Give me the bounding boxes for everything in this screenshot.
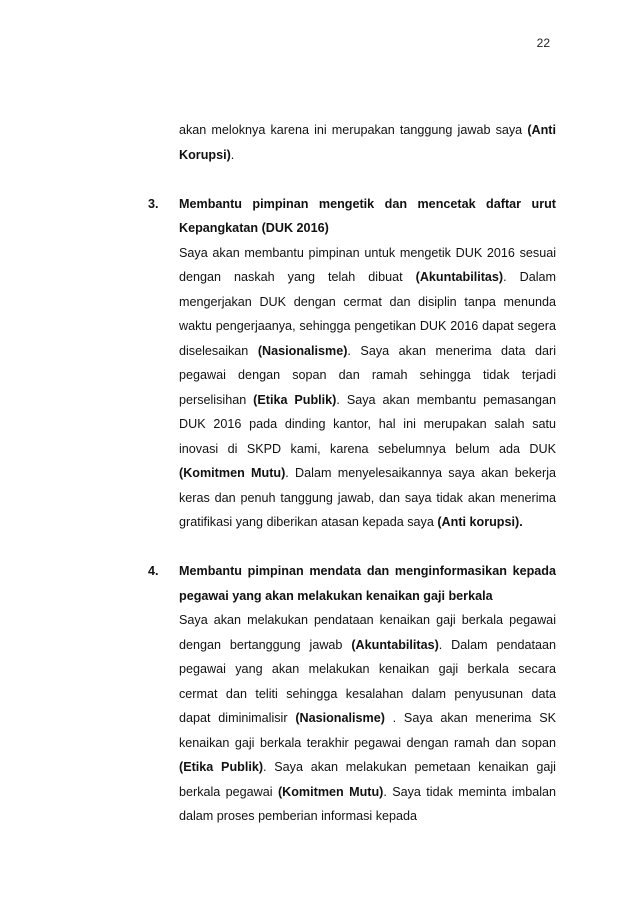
list-item-number: 3. xyxy=(148,196,159,211)
list-item-4 xyxy=(148,559,556,829)
body-emphasis: (Anti korupsi). xyxy=(437,515,523,529)
body-emphasis: (Akuntabilitas) xyxy=(351,637,439,652)
spacer xyxy=(148,167,556,192)
body-emphasis: (Komitmen Mutu) xyxy=(277,784,384,799)
list-item-title: Membantu pimpinan mendata dan menginformasikan kepada pegawai yang akan melakukan kenaikan gaji berkala xyxy=(179,564,556,603)
body-emphasis: (Nasionalisme) xyxy=(257,343,348,358)
body-emphasis: (Nasionalisme) xyxy=(295,711,385,725)
list-item-body xyxy=(179,241,556,535)
list-item-3 xyxy=(148,192,556,535)
list-item-title: Membantu pimpinan mengetik dan mencetak daftar urut Kepangkatan (DUK 2016) xyxy=(179,196,556,235)
intro-paragraph xyxy=(148,118,556,167)
body-text: . Dalam mengerjakan DUK dengan cermat dan disiplin tanpa menunda waktu pengerjaanya, sehingga pengetikan DUK 2016 dapat segera diselesaikan xyxy=(179,270,557,358)
body-emphasis: (Komitmen Mutu) xyxy=(179,466,286,480)
body-text: Saya akan membantu pimpinan untuk mengetik DUK 2016 sesuai dengan naskah yang telah dibuat xyxy=(179,245,556,284)
intro-text: akan meloknya karena ini merupakan tanggung jawab saya xyxy=(179,123,523,137)
intro-tag: (Anti Korupsi) xyxy=(179,123,556,162)
body-emphasis: (Akuntabilitas) xyxy=(415,270,504,284)
intro-end: . xyxy=(230,147,235,162)
body-text: . Saya akan membantu pemasangan DUK 2016 pada dinding kantor, hal ini merupakan salah satu inovasi di SKPD kami, karena sebelumnya belum ada DUK xyxy=(179,392,556,456)
list-item-body xyxy=(179,608,556,829)
body-text: . Saya akan menerima SK kenaikan gaji berkala terakhir pegawai dengan ramah dan sopan xyxy=(179,711,556,750)
body-text: . Saya akan melakukan pemetaan kenaikan gaji berkala pegawai xyxy=(179,760,556,799)
document-body xyxy=(148,118,556,829)
page-number: 22 xyxy=(536,36,550,50)
body-text: . Dalam menyelesaikannya saya akan bekerja keras dan penuh tanggung jawab, dan saya tidak akan menerima gratifikasi yang diberikan atasan kepada saya xyxy=(179,466,556,529)
body-text: . Saya akan menerima data dari pegawai dengan sopan dan ramah sehingga tidak terjadi perselisihan xyxy=(179,343,556,407)
body-text: Saya akan melakukan pendataan kenaikan gaji berkala pegawai dengan bertanggung jawab xyxy=(179,613,556,652)
body-text: . Dalam pendataan pegawai yang akan melakukan kenaikan gaji berkala secara cermat dan teliti sehingga kesalahan dalam penyusunan data dapat diminimalisir xyxy=(179,637,556,725)
body-emphasis: (Etika Publik) xyxy=(253,392,337,407)
body-emphasis: (Etika Publik) xyxy=(179,760,264,774)
list-item-number: 4. xyxy=(148,564,159,578)
spacer xyxy=(148,535,556,560)
body-text: . Saya tidak meminta imbalan dalam proses pemberian informasi kepada xyxy=(179,784,557,823)
